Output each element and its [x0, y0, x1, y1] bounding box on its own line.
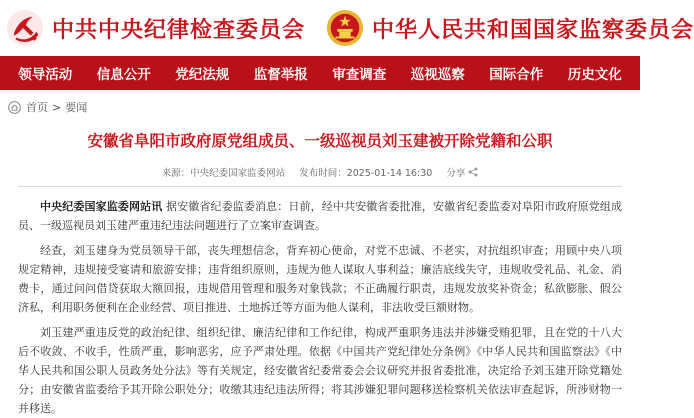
nav-item-international[interactable]: 国际合作 [489, 67, 544, 83]
nav-item-info[interactable]: 信息公开 [96, 67, 151, 83]
party-emblem-icon [6, 9, 44, 47]
source-label: 来源： [161, 168, 191, 179]
share-control[interactable] [446, 165, 478, 179]
nav-item-leadership[interactable]: 领导活动 [18, 67, 73, 83]
time-label: 发布时间： [299, 168, 347, 179]
article-body [0, 197, 640, 418]
paragraph-1 [18, 197, 622, 235]
ccdi-name: 中共中央纪律检查委员会 [52, 16, 306, 43]
article-meta [0, 165, 640, 179]
main-nav [0, 56, 640, 90]
breadcrumb-home[interactable]: 首页 [26, 101, 48, 114]
ccdi-brand[interactable] [0, 9, 320, 47]
paragraph-2: 经查，刘玉建身为党员领导干部，丧失理想信念，背弃初心使命，对党不忠诚、不老实，对抗组织审查；用顾中央八项规定精神，违规接受宴请和旅游安排；违背组织原则，违规为他人谋取人事利益；廉洁底线失守，违规收受礼品、礼金、消费卡，通过问问借贷获取大额回报，违规借用管理和服务对象钱款；不正确履行职责，违规发放奖补资金；私欲膨胀、假公济私，利用职务便利在企业经营、项目推进、土地拆迁等方面为他人谋利，非法收受巨额财物。 [18, 244, 622, 314]
article-time [299, 165, 432, 179]
nav-item-report[interactable]: 监督举报 [253, 67, 308, 83]
home-icon[interactable] [8, 101, 21, 114]
paragraph-1-text: 据安徽省纪委监委消息：日前，经中共安徽省委批准，安徽省纪委监委对阜阳市政府原党组成员、一级巡视员刘玉建严重违纪违法问题进行了立案审查调查。 [18, 200, 622, 232]
breadcrumb [0, 90, 640, 124]
nav-item-inspection[interactable]: 巡视巡察 [410, 67, 465, 83]
nsc-brand[interactable] [320, 9, 694, 47]
nsc-name: 中华人民共和国国家监察委员会 [372, 16, 694, 43]
article-source [162, 165, 286, 179]
share-icon[interactable] [468, 167, 478, 177]
nav-item-regulations[interactable]: 党纪法规 [175, 67, 230, 83]
site-header [0, 0, 694, 56]
nav-item-history[interactable]: 历史文化 [567, 67, 622, 83]
paragraph-3: 刘玉建严重违反党的政治纪律、组织纪律、廉洁纪律和工作纪律，构成严重职务违法并涉嫌受贿犯罪，且在党的十八大后不收敛、不收手，性质严重，影响恶劣，应予严肃处理。依据《中国共产党纪律处分条例》《中华人民共和国监察法》《中华人民共和国公职人员政务处分法》等有关规定，经安徽省纪委常委会会议研究并报省委批准，决定给予刘玉建开除党籍处分；由安徽省监委给予其开除公职处分；收缴其违纪违法所得；将其涉嫌犯罪问题移送检察机关依法审查起诉，所涉财物一并移送。 [18, 326, 622, 415]
nav-item-investigation[interactable]: 审查调查 [332, 67, 387, 83]
meta-divider [18, 186, 622, 187]
time-value: 2025-01-14 16:30 [346, 168, 433, 179]
source-value: 中央纪委国家监委网站 [190, 168, 286, 179]
breadcrumb-current[interactable]: 要闻 [65, 101, 88, 114]
article-title: 安徽省阜阳市政府原党组成员、一级巡视员刘玉建被开除党籍和公职 [87, 132, 553, 150]
national-emblem-icon [326, 9, 364, 47]
share-label: 分享 [446, 168, 466, 179]
breadcrumb-separator: > [52, 100, 62, 114]
article-lead: 中央纪委国家监委网站讯 [40, 200, 163, 213]
